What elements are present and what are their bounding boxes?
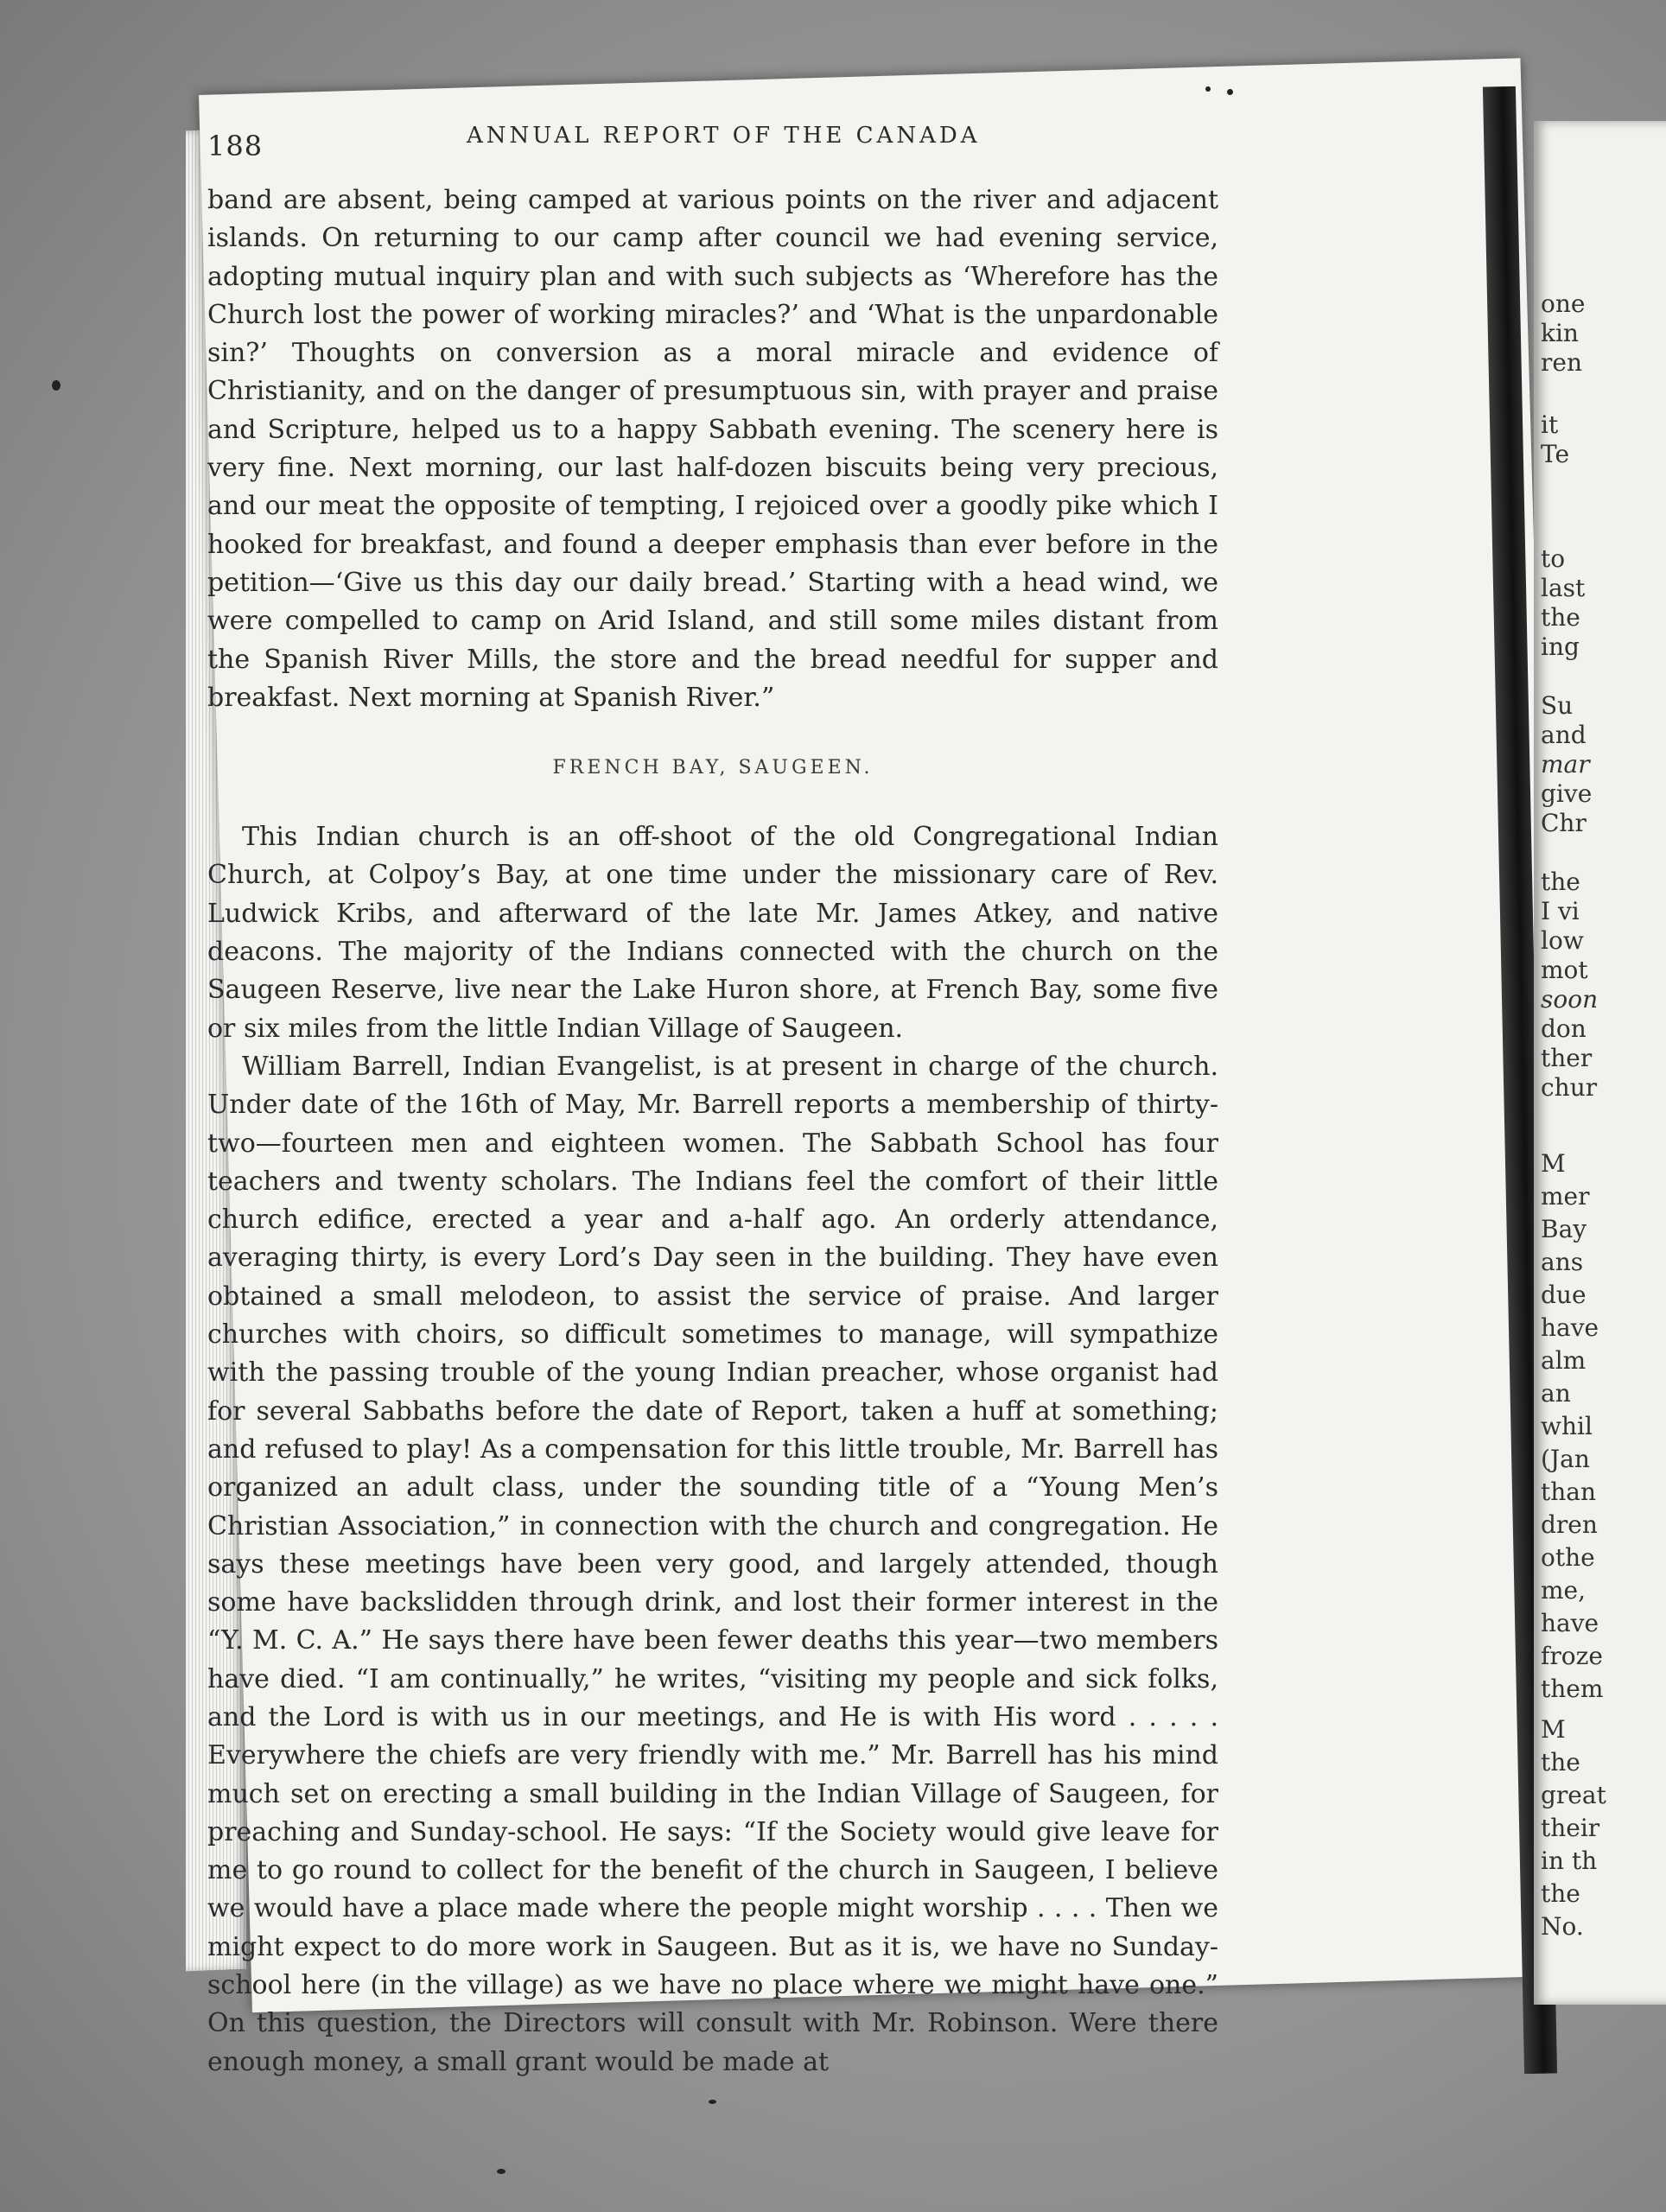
right-page-fragment: (Jan: [1541, 1445, 1590, 1473]
dust-speck: [709, 2100, 716, 2104]
right-page-fragment: the: [1541, 603, 1580, 632]
right-page-fragment: give: [1541, 779, 1593, 808]
right-page-fragment: one: [1541, 289, 1586, 318]
right-page-fragment: don: [1541, 1014, 1587, 1043]
right-page-fragment: than: [1541, 1478, 1597, 1506]
paragraph: This Indian church is an off-shoot of the old Congregational Indian Church, at Colpoy’s Bay, at one time under the missionary care of Rev. Ludwick Kribs, and afterward of the late Mr. James Atkey, and native deacons. The majority of the Indians connected with the church on the Saugeen Reserve, live near the Lake Huron shore, at French Bay, some five or six miles from the little Indian Village of Saugeen.: [207, 822, 1218, 1044]
paragraph-continued: band are absent, being camped at various points on the river and adjacent islands. On returning to our camp after council we had evening service, adopting mutual inquiry plan and with such subjects as ‘Wherefore has the Church lost the power of working miracles?’ and ‘What is the unpardonable sin?’ Thoughts on conversion as a moral miracle and evidence of Christianity, and on the danger of presumptuous sin, with prayer and praise and Scripture, helped us to a happy Sabbath evening. The scenery here is very fine. Next morning, our last half-dozen biscuits being very precious, and our meat the opposite of tempting, I rejoiced over a goodly pike which I hooked for breakfast, and found a deeper emphasis than ever before in the petition—‘Give us this day our daily bread.’ Starting with a head wind, we were compelled to camp on Arid Island, and still some miles distant from the Spanish River Mills, the store and the bread needful for supper and breakfast. Next morning at Spanish River.”: [207, 185, 1218, 713]
right-page-fragment: dren: [1541, 1510, 1598, 1539]
page-header: [207, 112, 1218, 181]
page-number: 188: [207, 130, 264, 162]
right-page-fragment: mer: [1541, 1182, 1590, 1211]
right-page-fragment: due: [1541, 1281, 1587, 1309]
right-page-fragment: to: [1541, 544, 1566, 573]
right-page: [1534, 121, 1666, 2005]
right-page-fragment: Chr: [1541, 809, 1587, 837]
right-page-fragment: I vi: [1541, 897, 1580, 925]
right-page-fragment: ans: [1541, 1248, 1584, 1276]
right-page-fragment: ing: [1541, 632, 1580, 661]
right-page-fragment: Bay: [1541, 1215, 1587, 1243]
right-page-fragment: whil: [1541, 1412, 1593, 1440]
left-page-content: [207, 112, 1218, 2082]
right-page-fragment: ren: [1541, 348, 1582, 377]
right-page-fragment: chur: [1541, 1073, 1598, 1102]
right-page-fragment: them: [1541, 1675, 1604, 1703]
right-page-fragment: their: [1541, 1814, 1600, 1842]
right-page-fragment: it: [1541, 410, 1559, 439]
right-page-fragment: M: [1541, 1715, 1566, 1744]
right-page-fragment: the: [1541, 868, 1580, 896]
right-page-fragment: the: [1541, 1879, 1580, 1908]
dust-speck: [1227, 89, 1233, 95]
right-page-fragment: froze: [1541, 1642, 1603, 1670]
right-page-fragment: me,: [1541, 1576, 1587, 1605]
right-page-fragment: Su: [1541, 691, 1574, 720]
right-page-fragment: Te: [1541, 440, 1570, 468]
dust-speck: [52, 380, 60, 391]
right-page-fragment: low: [1541, 926, 1584, 955]
right-page-fragment: No.: [1541, 1912, 1584, 1941]
right-page-fragment: have: [1541, 1313, 1599, 1342]
right-page-fragment: mar: [1541, 750, 1590, 779]
right-page-fragment: alm: [1541, 1346, 1587, 1375]
paragraph: William Barrell, Indian Evangelist, is at present in charge of the church. Under date of the 16th of May, Mr. Barrell reports a membership of thirty-two—fourteen men and eighteen women. The Sabbath School has four teachers and twenty scholars. The Indians feel the comfort of their little church edifice, erected a year and a-half ago. An orderly attendance, averaging thirty, is every Lord’s Day seen in the building. They have even obtained a small melodeon, to assist the service of praise. And larger churches with choirs, so difficult sometimes to manage, will sympathize with the passing trouble of the young Indian preacher, whose organist had for several Sabbaths before the date of Report, taken a huff at something; and refused to play! As a compensation for this little trouble, Mr. Barrell has organized an adult class, under the sounding title of a “Young Men’s Christian Association,” in connection with the church and congregation. He says these meetings have been very good, and largely attended, though some have backslidden through drink, and lost their former interest in the “Y. M. C. A.” He says there have been fewer deaths this year—two members have died. “I am continually,” he writes, “visiting my people and sick folks, and the Lord is with us in our meetings, and He is with His word . . . . . Everywhere the chiefs are very friendly with me.” Mr. Barrell has his mind much set on erecting a small building in the Indian Village of Saugeen, for preaching and Sunday-school. He says: “If the Society would give leave for me to go round to collect for the benefit of the church in Saugeen, I believe we would have a place made where the people might worship . . . . Then we might expect to do more work in Saugeen. But as it is, we have no Sunday-school here (in the village) as we have no place where we might have one.” On this question, the Directors will consult with Mr. Robinson. Were there enough money, a small grant would be made at: [207, 1051, 1218, 2077]
dust-speck: [497, 2169, 506, 2174]
right-page-fragment: last: [1541, 574, 1586, 602]
right-page-fragment: an: [1541, 1379, 1571, 1408]
right-page-fragment: soon: [1541, 985, 1599, 1014]
dust-speck: [1205, 86, 1211, 92]
right-page-fragment: ther: [1541, 1044, 1593, 1072]
section-heading: FRENCH BAY, SAUGEEN.: [552, 757, 874, 779]
right-page-fragment: the: [1541, 1748, 1580, 1777]
right-page-fragment: have: [1541, 1609, 1599, 1637]
right-page-fragment: in th: [1541, 1847, 1598, 1875]
right-page-fragment: and: [1541, 721, 1587, 749]
right-page-fragment: great: [1541, 1781, 1606, 1809]
right-page-fragment: othe: [1541, 1543, 1595, 1572]
right-page-fragment: M: [1541, 1149, 1566, 1178]
right-page-fragment: kin: [1541, 319, 1579, 347]
right-page-fragment: mot: [1541, 956, 1588, 984]
running-head: ANNUAL REPORT OF THE CANADA: [467, 123, 981, 149]
